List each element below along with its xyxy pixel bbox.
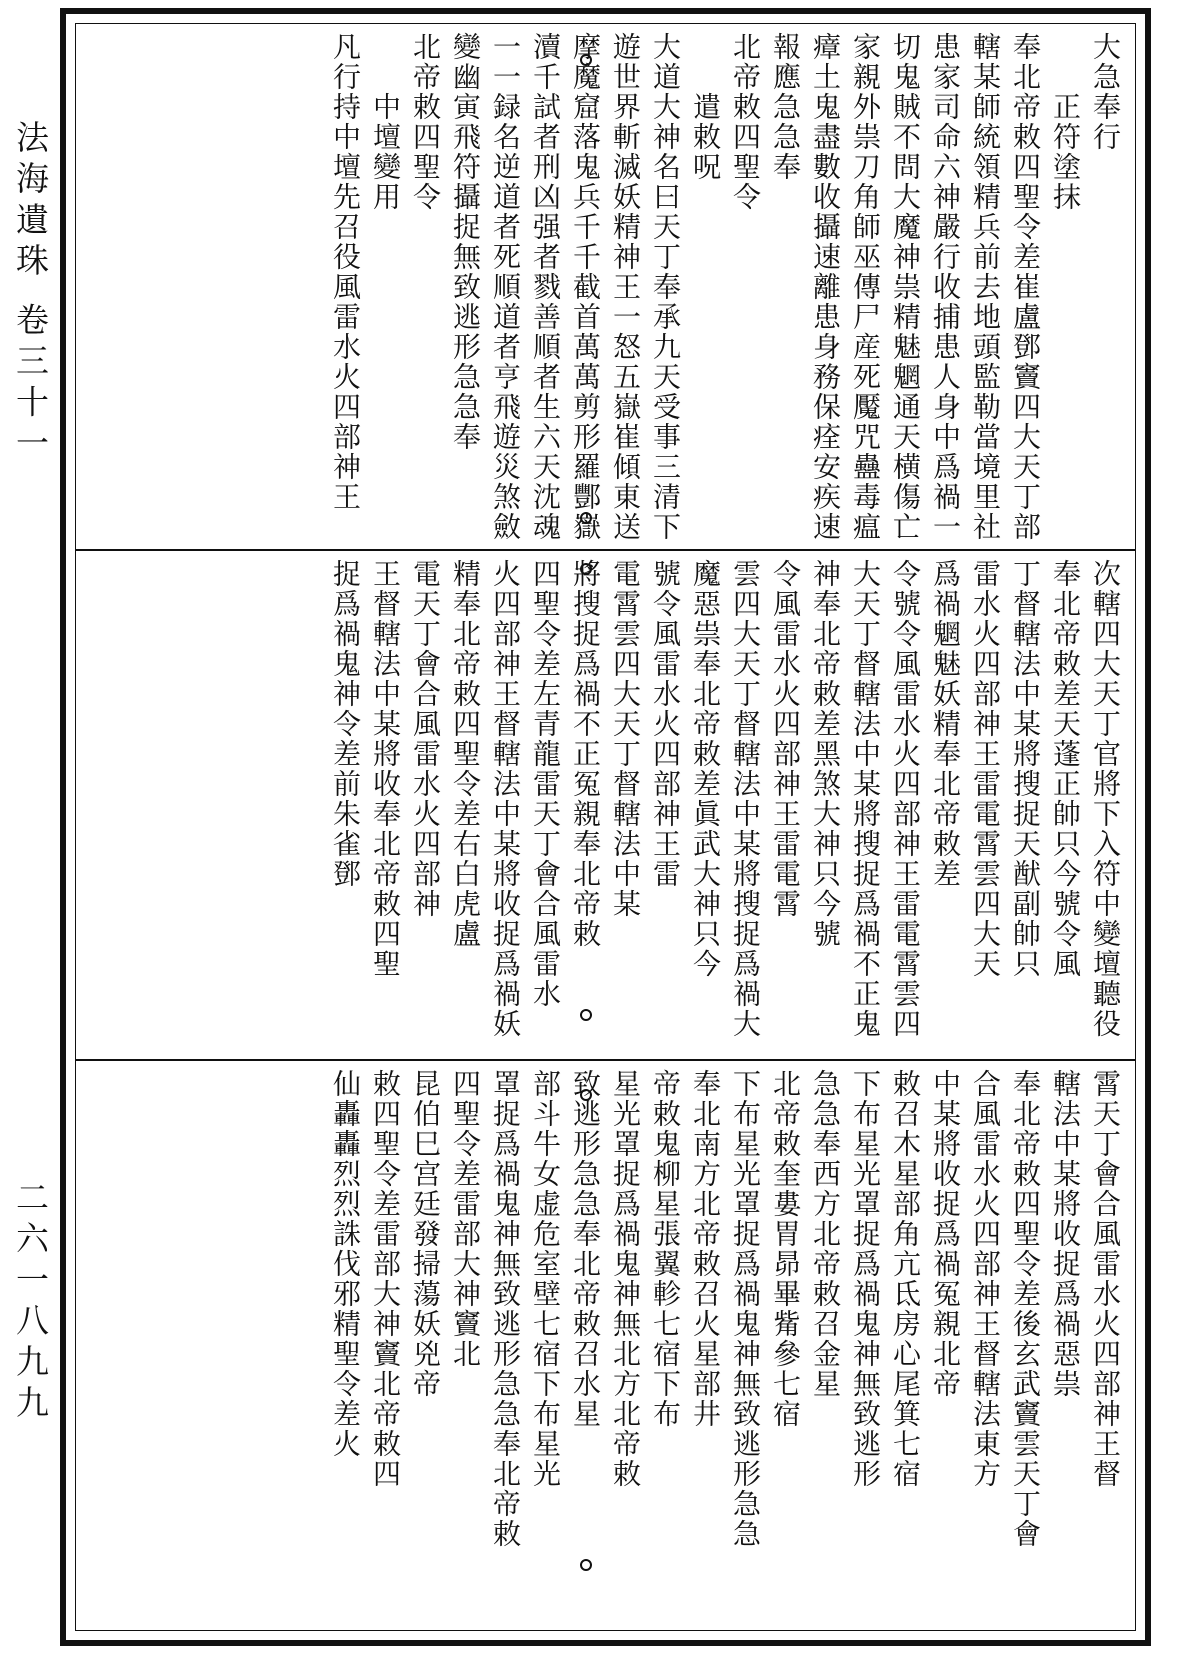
text-panel-middle: [76, 551, 1135, 1061]
text-column: 正符塗抹: [1049, 92, 1082, 212]
text-column: 下布星光罩捉爲禍鬼神無致逃形: [849, 1069, 882, 1489]
text-column: 霄天丁會合風雷水火四部神王督: [1089, 1069, 1122, 1489]
text-column: 致逃形急急奉北帝敕召水星: [569, 1069, 602, 1429]
text-column: 敕召木星部角亢氐房心尾箕七宿: [889, 1069, 922, 1489]
text-columns: [86, 32, 1125, 541]
text-column: 奉北帝敕四聖令差崔盧鄧竇四大天丁部: [1009, 32, 1042, 542]
text-column: 北帝敕奎婁胃昴畢觜參七宿: [769, 1069, 802, 1429]
punctuation-circle: [580, 1089, 592, 1101]
punctuation-circle: [580, 1559, 592, 1571]
text-column: 四聖令差左青龍雷天丁會合風雷水: [529, 559, 562, 1009]
text-column: 四聖令差雷部大神竇北: [449, 1069, 482, 1369]
text-panel-top: [76, 24, 1135, 551]
text-column: 轄法中某將收捉爲禍惡祟: [1049, 1069, 1082, 1399]
text-column: 大道大神名曰天丁奉承九天受事三清下: [649, 32, 682, 542]
text-column: 魔惡祟奉北帝敕差眞武大神只今: [689, 559, 722, 979]
text-column: 號令風雷水火四部神王雷: [649, 559, 682, 889]
text-column: 仙轟轟烈烈誅伐邪精聖令差火: [329, 1069, 362, 1459]
text-columns: [86, 1069, 1125, 1622]
text-column: 患家司命六神嚴行收捕患人身中爲禍一: [929, 32, 962, 542]
text-column: 將搜捉爲禍不正冤親奉北帝敕: [569, 559, 602, 949]
text-column: 昆伯巳宫廷發掃蕩妖兇帝: [409, 1069, 442, 1399]
text-column: 合風雷水火四部神王督轄法東方: [969, 1069, 1002, 1489]
text-column: 一一録名逆道者死順道者亨飛遊災煞斂: [489, 32, 522, 542]
text-column: 北帝敕四聖令: [409, 32, 442, 212]
text-column: 捉爲禍鬼神令差前朱雀鄧: [329, 559, 362, 889]
text-column: 中某將收捉爲禍冤親北帝: [929, 1069, 962, 1399]
text-column: 變幽寅飛符攝捉無致逃形急急奉: [449, 32, 482, 452]
text-column: 奉北帝敕四聖令差後玄武竇雲天丁會: [1009, 1069, 1042, 1549]
text-column: 罩捉爲禍鬼神無致逃形急急奉北帝敕: [489, 1069, 522, 1549]
text-column: 王督轄法中某將收奉北帝敕四聖: [369, 559, 402, 979]
text-column: 神奉北帝敕差黑煞大神只今號: [809, 559, 842, 949]
page-frame: [60, 8, 1151, 1646]
text-column: 爲禍魍魅妖精奉北帝敕差: [929, 559, 962, 889]
text-column: 瘴土鬼盡數收攝速離患身務保痊安疾速: [809, 32, 842, 542]
text-column: 切鬼賊不問大魔神祟精魅魍通天横傷亡: [889, 32, 922, 542]
text-column: 電霄雲四大天丁督轄法中某: [609, 559, 642, 919]
text-column: 下布星光罩捉爲禍鬼神無致逃形急急: [729, 1069, 762, 1549]
text-column: 雲四大天丁督轄法中某將搜捉爲禍大: [729, 559, 762, 1039]
text-column: 奉北南方北帝敕召火星部井: [689, 1069, 722, 1429]
book-title: 法海遺珠 卷三十一: [11, 120, 50, 467]
text-column: 家親外祟刀角師巫傳尸産死魘咒蠱毒瘟: [849, 32, 882, 542]
text-column: 次轄四大天丁官將下入符中變壇聽役: [1089, 559, 1122, 1039]
text-column: 轄某師統領精兵前去地頭監勒當境里社: [969, 32, 1002, 542]
text-column: 北帝敕四聖令: [729, 32, 762, 212]
punctuation-circle: [580, 563, 592, 575]
text-column: 摩魔窟落鬼兵千千截首萬萬剪形羅酆嶽: [569, 32, 602, 542]
text-column: 精奉北帝敕四聖令差右白虎盧: [449, 559, 482, 949]
punctuation-circle: [580, 1009, 592, 1021]
text-column: 部斗牛女虚危室壁七宿下布星光: [529, 1069, 562, 1489]
text-column: 雷水火四部神王雷電霄雲四大天: [969, 559, 1002, 979]
text-column: 電天丁會合風雷水火四部神: [409, 559, 442, 919]
text-column: 令號令風雷水火四部神王雷電霄雲四: [889, 559, 922, 1039]
text-area: [75, 23, 1136, 1631]
text-column: 大天丁督轄法中某將搜捉爲禍不正鬼: [849, 559, 882, 1039]
text-column: 遣敕呪: [689, 92, 722, 182]
text-column: 中壇變用: [369, 92, 402, 212]
text-column: 火四部神王督轄法中某將收捉爲禍妖: [489, 559, 522, 1039]
text-column: 報應急急奉: [769, 32, 802, 182]
text-column: 丁督轄法中某將搜捉天猷副帥只: [1009, 559, 1042, 979]
text-column: 凡行持中壇先召役風雷水火四部神王: [329, 32, 362, 512]
text-columns: [86, 559, 1125, 1051]
text-column: 遊世界斬滅妖精神王一怒五嶽崔傾東送: [609, 32, 642, 542]
text-column: 奉北帝敕差天蓬正帥只今號令風: [1049, 559, 1082, 979]
text-column: 大急奉行: [1089, 32, 1122, 152]
text-column: 星光罩捉爲禍鬼神無北方北帝敕: [609, 1069, 642, 1489]
punctuation-circle: [580, 512, 592, 524]
text-column: 帝敕鬼柳星張翼軫七宿下布: [649, 1069, 682, 1429]
punctuation-circle: [580, 54, 592, 66]
page-number: 二六一八九九: [11, 1180, 50, 1426]
text-panel-bottom: [76, 1061, 1135, 1630]
text-column: 敕四聖令差雷部大神竇北帝敕四: [369, 1069, 402, 1489]
text-column: 瀆千試者刑凶强者戮善順者生六天沈魂: [529, 32, 562, 542]
text-column: 急急奉西方北帝敕召金星: [809, 1069, 842, 1399]
text-column: 令風雷水火四部神王雷電霄: [769, 559, 802, 919]
